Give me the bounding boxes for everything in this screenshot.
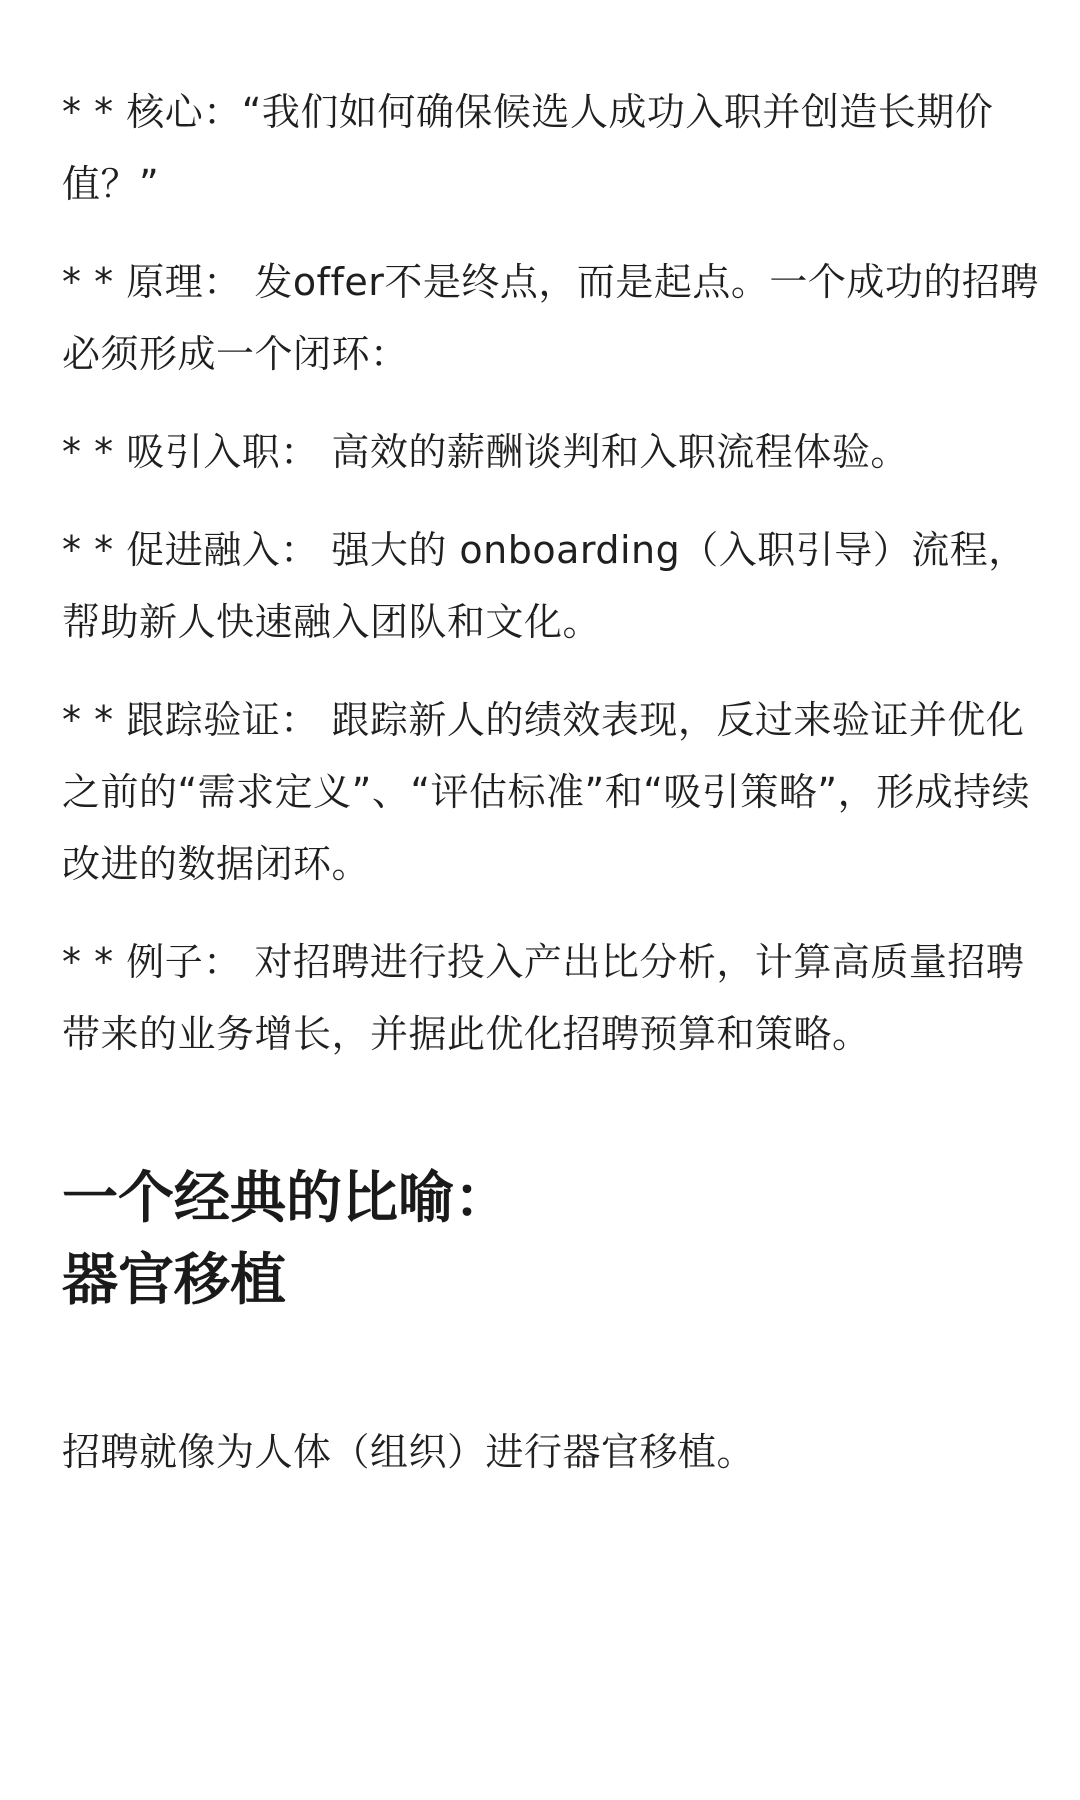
point-core [62, 76, 1042, 220]
colon: ： [280, 528, 319, 572]
colon: ： [280, 430, 319, 474]
point-text: 发offer不是终点，而是起点。一个成功的招聘必须形成一个闭环： [62, 260, 1039, 376]
bullet-marker: * * [62, 260, 114, 304]
bullet-marker: * * [62, 698, 114, 742]
bullet-marker: * * [62, 430, 114, 474]
colon: ： [203, 940, 242, 984]
body-paragraph: 招聘就像为人体（组织）进行器官移植。 [62, 1430, 756, 1474]
bullet-marker: * * [62, 940, 114, 984]
point-text: 对招聘进行投入产出比分析，计算高质量招聘带来的业务增长，并据此优化招聘预算和策略。 [62, 940, 1025, 1056]
point-text: “我们如何确保候选人成功入职并创造长期价值？” [62, 90, 994, 206]
point-attract [62, 416, 1042, 488]
point-label: 跟踪验证 [126, 698, 281, 742]
colon: ： [203, 90, 242, 134]
heading-line-1: 一个经典的比喻： [62, 1166, 510, 1231]
point-example [62, 926, 1042, 1070]
point-integrate [62, 514, 1042, 658]
point-text: 跟踪新人的绩效表现，反过来验证并优化之前的“需求定义”、“评估标准”和“吸引策略”，形成持续改进的数据闭环。 [62, 698, 1031, 886]
point-label: 促进融入 [126, 528, 281, 572]
point-track [62, 684, 1042, 900]
point-label: 核心 [126, 90, 204, 134]
colon: ： [280, 698, 319, 742]
bullet-marker: * * [62, 528, 114, 572]
point-label: 例子 [126, 940, 204, 984]
point-text: 强大的 onboarding（入职引导）流程，帮助新人快速融入团队和文化。 [62, 528, 1027, 644]
point-text: 高效的薪酬谈判和入职流程体验。 [331, 430, 909, 474]
heading-line-2: 器官移植 [62, 1248, 286, 1313]
point-label: 原理 [126, 260, 204, 304]
colon: ： [203, 260, 242, 304]
section-heading [62, 1158, 1042, 1322]
bullet-marker: * * [62, 90, 114, 134]
point-label: 吸引入职 [126, 430, 281, 474]
point-principle [62, 246, 1042, 390]
